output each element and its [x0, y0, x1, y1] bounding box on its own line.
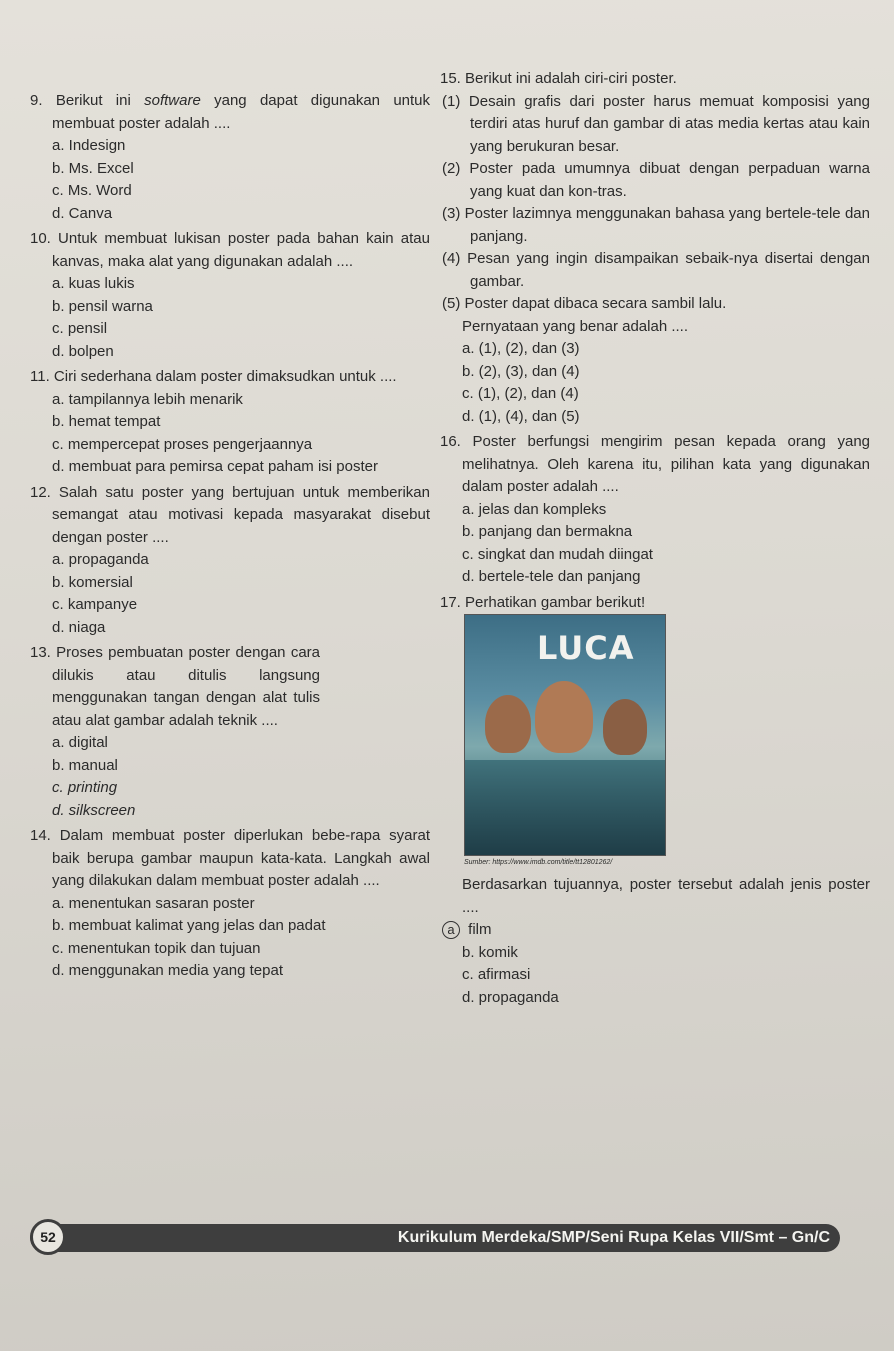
question-14-text: [30, 825, 430, 893]
poster-character: [485, 695, 531, 753]
left-column: [30, 90, 430, 983]
option: b. pensil warna: [52, 297, 153, 315]
option: a. digital: [52, 734, 108, 751]
question-16-text: [440, 431, 870, 499]
option: a. propaganda: [52, 551, 149, 568]
option-selected: [440, 919, 870, 942]
q9-text-software: software: [144, 92, 201, 109]
option: b. hemat tempat: [52, 413, 161, 430]
page-number: 52: [30, 1219, 66, 1255]
option: c. menentukan topik dan tujuan: [52, 939, 261, 957]
option: c. afirmasi: [462, 966, 531, 983]
option: d. niaga: [52, 618, 106, 636]
question-14: [30, 825, 430, 983]
question-17-text: [440, 592, 870, 615]
question-15-text: [440, 68, 870, 91]
q9-text-c: yang dapat digunakan untuk membuat poster adalah ....: [52, 92, 431, 132]
statement: (3) Poster lazimnya menggunakan bahasa yang bertele-tele dan panjang.: [442, 205, 870, 245]
question-17-ask: Berdasarkan tujuannya, poster tersebut adalah jenis poster ....: [462, 876, 870, 916]
option: c. printing: [52, 779, 118, 796]
question-number: 17.: [440, 593, 461, 611]
question-16: [440, 431, 870, 589]
option: c. kampanye: [52, 596, 138, 613]
question-11: [30, 366, 430, 479]
poster-character: [603, 699, 647, 755]
option: d. silkscreen: [52, 801, 136, 819]
question-10: [30, 228, 430, 363]
option: c. pensil: [52, 320, 108, 337]
question-body: Berikut ini adalah ciri-ciri poster.: [465, 70, 677, 87]
option: d. bolpen: [52, 342, 114, 360]
question-body: Proses pembuatan poster dengan cara dilukis atau ditulis langsung menggunakan tangan dengan alat tulis atau alat gambar adalah teknik ....: [52, 644, 320, 729]
question-number: 11.: [30, 368, 50, 385]
question-13-text: [30, 642, 320, 732]
option: c. singkat dan mudah diingat: [462, 545, 653, 563]
option: a. menentukan sasaran poster: [52, 894, 255, 912]
question-number: 10.: [30, 230, 51, 247]
question-15: [440, 68, 870, 428]
option: c. (1), (2), dan (4): [462, 385, 579, 402]
question-9: [30, 90, 430, 225]
circled-answer-mark: a: [442, 921, 460, 939]
option-text: film: [468, 921, 492, 938]
option: d. Canva: [52, 204, 113, 222]
question-12: [30, 482, 430, 640]
poster-title: LUCA: [537, 629, 635, 667]
option: b. komersial: [52, 573, 133, 591]
poster-water: [465, 760, 665, 855]
option: d. (1), (4), dan (5): [462, 407, 580, 425]
option: b. membuat kalimat yang jelas dan padat: [52, 917, 326, 934]
statement: (5) Poster dapat dibaca secara sambil lalu.: [442, 295, 727, 312]
question-body: Poster berfungsi mengirim pesan kepada orang yang melihatnya. Oleh karena itu, pilihan kata yang digunakan dalam poster adalah ....: [462, 433, 870, 495]
option: a. kuas lukis: [52, 275, 135, 292]
q9-text-a: Berikut ini: [55, 92, 145, 109]
luca-poster-image: [464, 614, 666, 856]
question-17: [440, 592, 870, 1010]
right-column: [440, 68, 870, 1009]
question-body: Dalam membuat poster diperlukan bebe-rapa syarat baik berupa gambar maupun kata-kata. Langkah awal yang dilakukan dalam membuat poster adalah ....: [52, 827, 430, 889]
option: b. (2), (3), dan (4): [462, 362, 580, 380]
option: a. tampilannya lebih menarik: [52, 390, 243, 408]
image-source-caption: Sumber: https://www.imdb.com/title/tt12801262/: [464, 859, 613, 866]
question-13: [30, 642, 320, 822]
option: a. (1), (2), dan (3): [462, 340, 580, 357]
option: b. komik: [462, 943, 518, 961]
question-10-text: [30, 228, 430, 273]
footer-text: Kurikulum Merdeka/SMP/Seni Rupa Kelas VII/Smt – Gn/C: [397, 1229, 830, 1246]
statement: (1) Desain grafis dari poster harus memuat komposisi yang terdiri atas huruf dan gambar di atas media kertas atau kain yang berukuran besar.: [442, 92, 870, 155]
option: d. menggunakan media yang tepat: [52, 962, 283, 979]
option: c. Ms. Word: [52, 182, 132, 199]
option: d. bertele-tele dan panjang: [462, 568, 641, 585]
question-body: Perhatikan gambar berikut!: [465, 593, 646, 611]
option: a. Indesign: [52, 137, 126, 154]
option: a. jelas dan kompleks: [462, 500, 607, 518]
option: b. manual: [52, 756, 118, 774]
question-body: Ciri sederhana dalam poster dimaksudkan untuk ....: [53, 368, 397, 385]
question-12-text: [30, 482, 430, 550]
poster-character: [535, 681, 593, 753]
option: b. panjang dan bermakna: [462, 523, 633, 540]
question-number: 14.: [30, 827, 51, 844]
statement: (4) Pesan yang ingin disampaikan sebaik-nya disertai dengan gambar.: [442, 250, 870, 290]
question-15-ask: Pernyataan yang benar adalah ....: [462, 317, 688, 335]
question-number: 9.: [30, 92, 43, 109]
question-number: 16.: [440, 433, 461, 450]
question-number: 15.: [440, 70, 461, 87]
option: b. Ms. Excel: [52, 159, 134, 177]
statement: (2) Poster pada umumnya dibuat dengan perpaduan warna yang kuat dan kon-tras.: [442, 160, 870, 200]
option: d. membuat para pemirsa cepat paham isi poster: [52, 458, 378, 475]
question-number: 12.: [30, 483, 51, 501]
question-body: Untuk membuat lukisan poster pada bahan kain atau kanvas, maka alat yang digunakan adalah ....: [52, 230, 430, 270]
question-body: Salah satu poster yang bertujuan untuk memberikan semangat atau motivasi kepada masyarakat disebut dengan poster ....: [52, 483, 430, 546]
question-number: 13.: [30, 644, 51, 661]
option: c. mempercepat proses pengerjaannya: [52, 435, 313, 453]
question-9-text: [30, 90, 430, 135]
option: d. propaganda: [462, 988, 559, 1006]
question-11-text: [30, 366, 430, 389]
